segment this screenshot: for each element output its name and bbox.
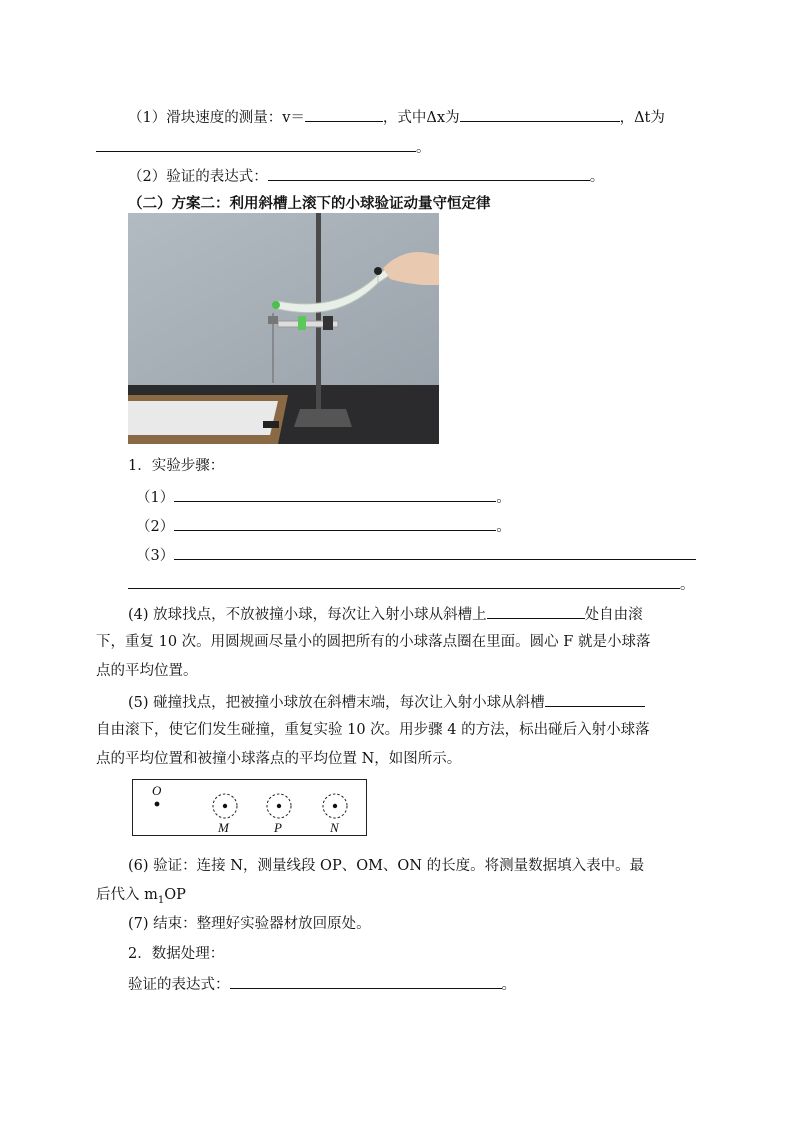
- step-6-line-2: [96, 885, 186, 907]
- q1-blank-dt[interactable]: [96, 136, 416, 152]
- step-4-line-2: 下，重复 10 次。用圆规画尽量小的圆把所有的小球落点圈在里面。圆心 F 就是小球落: [96, 634, 651, 650]
- step-1-line: [136, 486, 511, 508]
- question-2-line: [128, 165, 604, 187]
- step-3-blank[interactable]: [174, 544, 696, 560]
- q2-label: （2）验证的表达式：: [128, 169, 268, 185]
- data-processing-label: 验证的表达式：: [128, 977, 230, 993]
- label-n: N: [330, 820, 339, 835]
- step-5-line-1: [128, 691, 645, 713]
- steps-title: 1．实验步骤：: [128, 458, 225, 474]
- step-5-line-2: 自由滚下，使它们发生碰撞，重复实验 10 次。用步骤 4 的方法，标出碰后入射小球落: [96, 722, 650, 738]
- step-1-end: 。: [496, 490, 511, 506]
- step-3-cont: [128, 573, 695, 595]
- q2-blank[interactable]: [268, 165, 590, 181]
- q2-end: 。: [589, 169, 605, 185]
- question-1-cont: [96, 136, 431, 158]
- label-o: O: [152, 783, 162, 798]
- section-2-title: （二）方案二：利用斜槽上滚下的小球验证动量守恒定律: [128, 195, 491, 212]
- apparatus-illustration: [128, 213, 439, 444]
- step-7-line: (7) 结束：整理好实验器材放回原处。: [128, 916, 371, 932]
- q1-mid1: ，式中Δx为: [382, 110, 460, 126]
- step-4-blank[interactable]: [487, 603, 585, 619]
- q1-blank-v[interactable]: [305, 106, 383, 122]
- step-5-line-3: 点的平均位置和被撞小球落点的平均位置 N，如图所示。: [96, 751, 462, 767]
- data-processing-line: [128, 973, 516, 995]
- step-6-text-a: 后代入 m: [96, 887, 158, 903]
- step-4-line-3: 点的平均位置。: [96, 663, 198, 679]
- step-1-blank[interactable]: [174, 486, 496, 502]
- q1-label: （1）滑块速度的测量：v＝: [128, 110, 305, 126]
- step-4-line-1: [128, 603, 643, 625]
- point-m: [223, 804, 227, 808]
- step-2-label: （2）: [136, 519, 175, 535]
- q1-end: 。: [416, 140, 431, 156]
- step-6-subscript: 1: [157, 894, 165, 906]
- step-3-end: 。: [680, 577, 695, 593]
- step-6-text-b: OP: [164, 887, 186, 903]
- step-6-line-1: (6) 验证：连接 N，测量线段 OP、OM、ON 的长度。将测量数据填入表中。最: [128, 858, 645, 874]
- step-5-text: (5) 碰撞找点，把被撞小球放在斜槽末端，每次让入射小球从斜槽: [128, 695, 545, 711]
- q1-blank-dx[interactable]: [460, 106, 620, 122]
- step-3-blank-2[interactable]: [128, 573, 680, 589]
- apparatus-photo: [128, 213, 439, 444]
- step-2-end: 。: [496, 519, 511, 535]
- landing-points-diagram: [132, 779, 367, 836]
- step-4-text-b: 处自由滚: [584, 607, 643, 623]
- step-3-label: （3）: [136, 548, 175, 564]
- data-processing-title: 2．数据处理：: [128, 946, 225, 962]
- data-processing-end: 。: [501, 977, 516, 993]
- point-n: [333, 804, 337, 808]
- point-o: [155, 802, 160, 807]
- question-1-line: [128, 106, 665, 128]
- point-p: [277, 804, 281, 808]
- step-2-line: [136, 515, 511, 537]
- step-3-line: [136, 544, 696, 566]
- q1-mid2: ，Δt为: [619, 110, 665, 126]
- step-1-label: （1）: [136, 490, 175, 506]
- step-4-text-a: (4) 放球找点，不放被撞小球，每次让入射小球从斜槽上: [128, 607, 487, 623]
- label-m: M: [218, 820, 229, 835]
- label-p: P: [274, 820, 282, 835]
- data-processing-blank[interactable]: [230, 973, 502, 989]
- step-5-blank[interactable]: [545, 691, 645, 707]
- step-2-blank[interactable]: [174, 515, 496, 531]
